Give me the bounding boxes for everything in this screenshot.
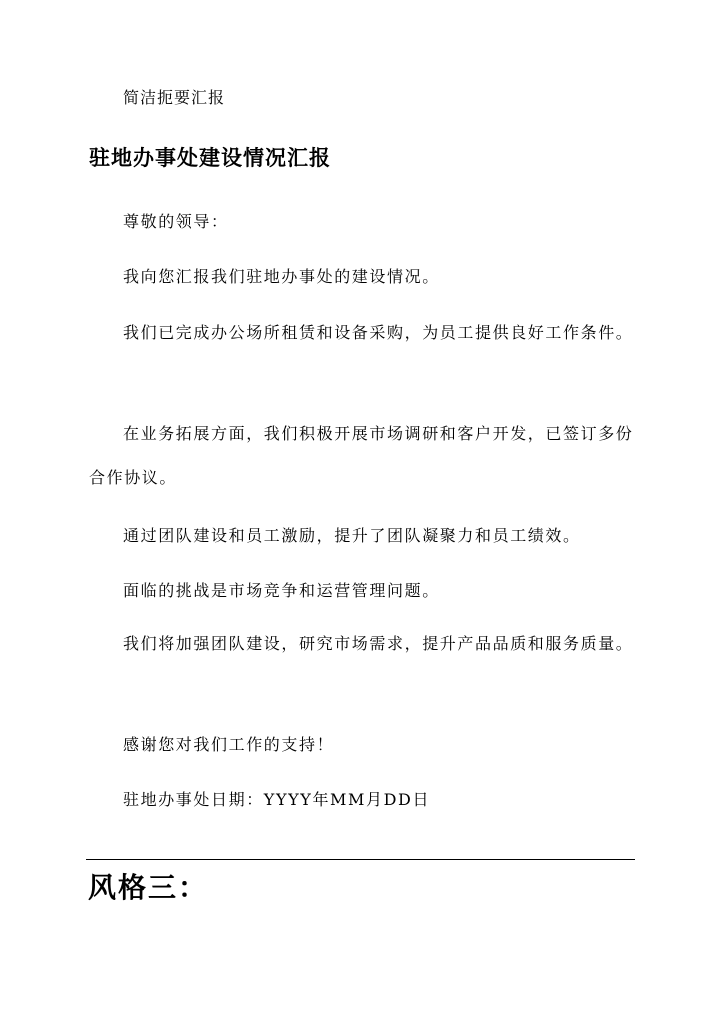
office-setup-paragraph: 我们已完成办公场所租赁和设备采购，为员工提供良好工作条件。 bbox=[123, 323, 634, 342]
business-expansion-paragraph: 在业务拓展方面，我们积极开展市场调研和客户开发，已签订多份合作协议。 bbox=[89, 424, 634, 487]
intro-paragraph: 我向您汇报我们驻地办事处的建设情况。 bbox=[123, 267, 440, 286]
section-divider bbox=[86, 859, 635, 860]
document-title: 驻地办事处建设情况汇报 bbox=[89, 146, 331, 170]
date-line: 驻地办事处日期：YYYY年MM月DD日 bbox=[123, 790, 431, 809]
team-building-paragraph: 通过团队建设和员工激励，提升了团队凝聚力和员工绩效。 bbox=[123, 526, 581, 545]
plans-paragraph: 我们将加强团队建设，研究市场需求，提升产品品质和服务质量。 bbox=[123, 634, 634, 653]
greeting-paragraph: 尊敬的领导： bbox=[123, 212, 229, 231]
section-heading: 风格三： bbox=[88, 871, 209, 904]
thanks-paragraph: 感谢您对我们工作的支持！ bbox=[123, 735, 335, 754]
challenges-paragraph: 面临的挑战是市场竞争和运营管理问题。 bbox=[123, 581, 440, 600]
document-subtitle: 简洁扼要汇报 bbox=[123, 88, 226, 107]
